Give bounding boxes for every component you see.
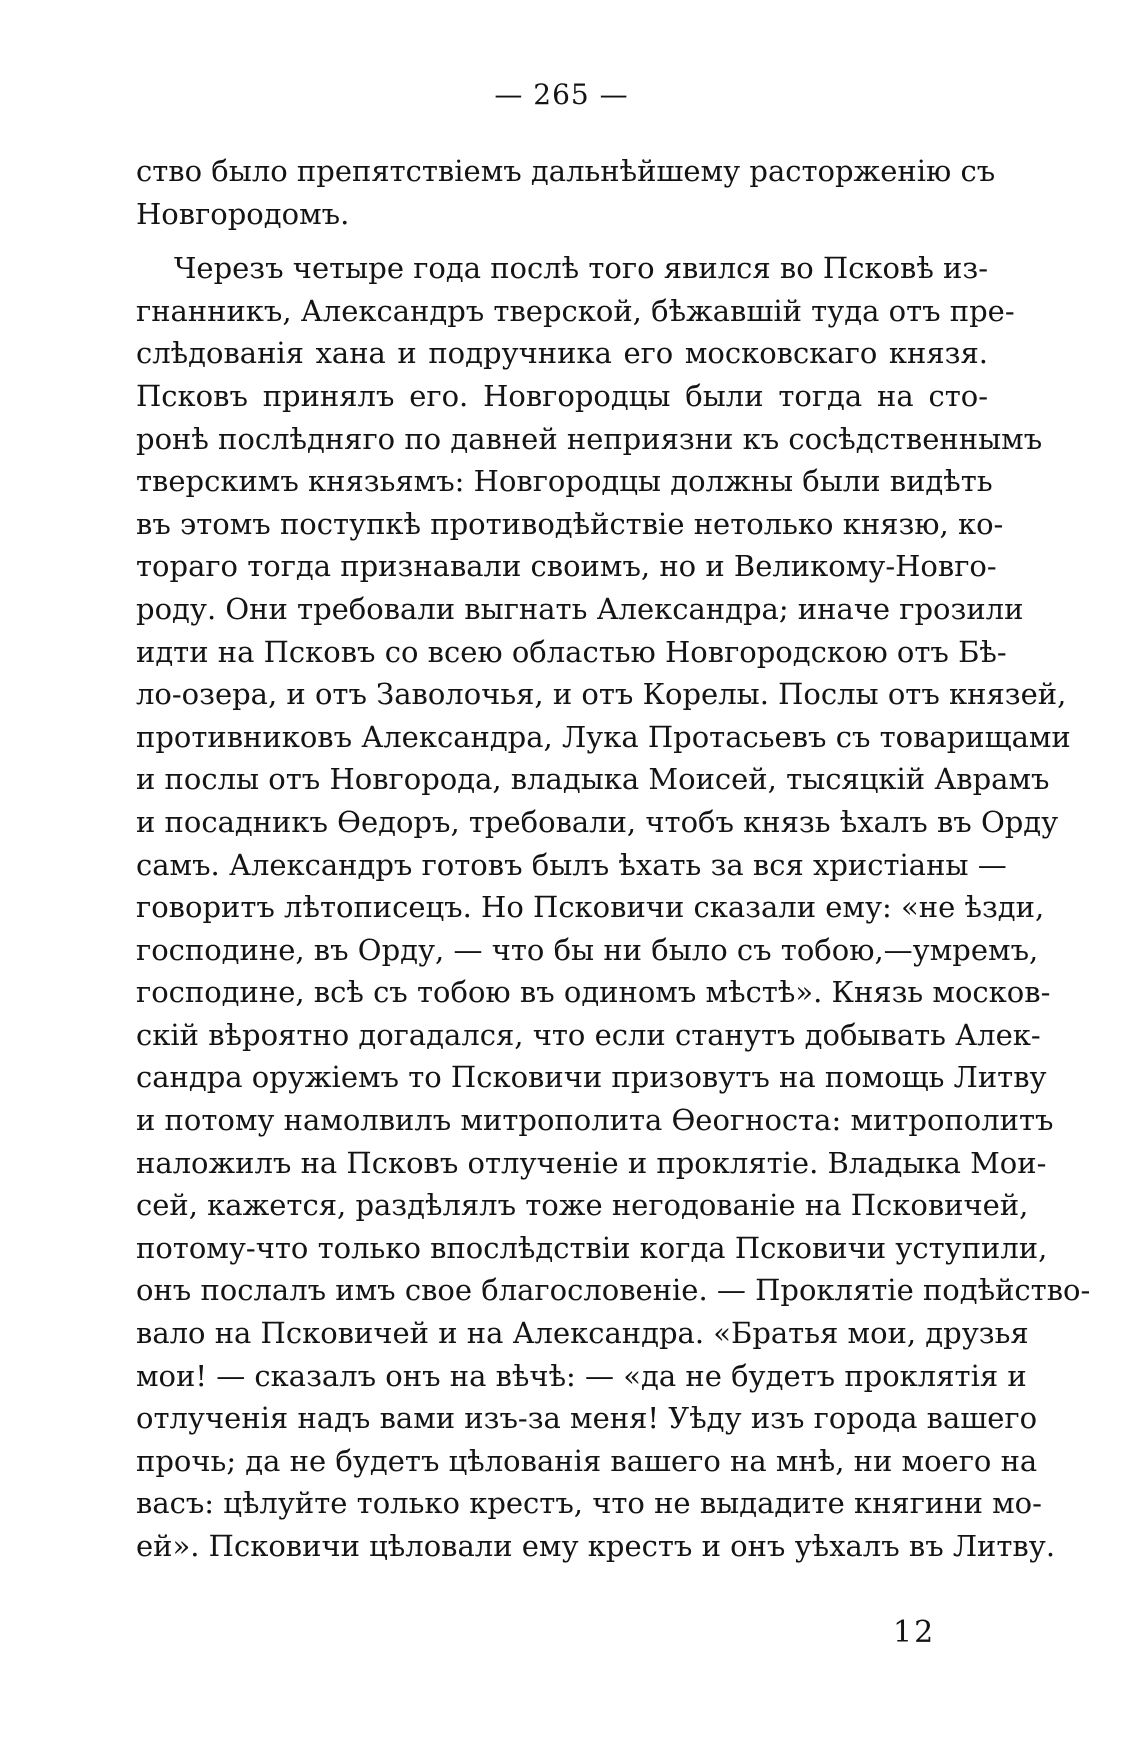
text-line: гнанникъ, Александръ тверской, бѣжавшій туда отъ пре- (136, 293, 1015, 328)
text-line: тверскимъ князьямъ: Новгородцы должны были видѣть (136, 464, 993, 499)
text-line: сей, кажется, раздѣлялъ тоже негодованіе на Псковичей, (136, 1188, 1029, 1223)
text-line: слѣдованія хана и подручника его московскаго князя. (136, 336, 988, 371)
text-line: идти на Псковъ со всею областью Новгородскою отъ Бѣ- (136, 634, 1007, 669)
text-line: Псковъ принялъ его. Новгородцы были тогда на сто- (136, 378, 988, 413)
text-line: вало на Псковичей и на Александра. «Братья мои, друзья (136, 1316, 1029, 1351)
text-line: тораго тогда признавали своимъ, но и Великому-Новго- (136, 549, 997, 584)
text-line: ей». Псковичи цѣловали ему крестъ и онъ уѣхалъ въ Литву. (136, 1529, 1056, 1563)
text-line: васъ: цѣлуйте только крестъ, что не выдадите княгини мо- (136, 1486, 1042, 1521)
text-line: ронѣ послѣдняго по давней неприязни къ сосѣдственнымъ (136, 421, 1043, 456)
text-line: ло-озера, и отъ Заволочья, и отъ Корелы. Послы отъ князей, (136, 677, 1067, 712)
text-line: скій вѣроятно догадался, что если станутъ добывать Алек- (136, 1017, 1041, 1052)
text-line: говоритъ лѣтописецъ. Но Псковичи сказали ему: «не ѣзди, (136, 890, 1045, 925)
text-line: и послы отъ Новгорода, владыка Моисей, тысяцкій Аврамъ (136, 762, 1050, 797)
text-line: прочь; да не будетъ цѣлованія вашего на мнѣ, ни моего на (136, 1443, 1038, 1478)
body-text (136, 150, 1091, 1568)
text-line: и посадникъ Ѳедоръ, требовали, чтобъ князь ѣхалъ въ Орду (136, 804, 1059, 839)
page-number: — 265 — (494, 78, 629, 111)
paragraph-2 (136, 247, 1091, 1567)
text-line: потому-что только впослѣдствіи когда Псковичи уступили, (136, 1230, 1048, 1265)
text-line: противниковъ Александра, Лука Протасьевъ съ товарищами (136, 719, 1071, 754)
text-line: наложилъ на Псковъ отлученіе и проклятіе. Владыка Мои- (136, 1145, 1047, 1180)
text-line: Черезъ четыре года послѣ того явился во Псковѣ из- (174, 251, 988, 286)
text-line: мои! — сказалъ онъ на вѣчѣ: — «да не будетъ проклятія и (136, 1358, 1027, 1393)
signature-mark: 12 (893, 1615, 936, 1650)
text-line: онъ послалъ имъ свое благословеніе. — Проклятіе подѣйство- (136, 1273, 1091, 1308)
text-line: Новгородомъ. (136, 196, 350, 231)
text-line: въ этомъ поступкѣ противодѣйствіе нетолько князю, ко- (136, 506, 1004, 541)
text-line: отлученія надъ вами изъ-за меня! Уѣду изъ города вашего (136, 1401, 1038, 1436)
text-line: самъ. Александръ готовъ былъ ѣхать за вся христіаны — (136, 847, 1007, 882)
text-line: сандра оружіемъ то Псковичи призовутъ на помощь Литву (136, 1060, 1047, 1095)
text-line: господине, въ Орду, — что бы ни было съ тобою,—умремъ, (136, 932, 1039, 967)
text-line: ство было препятствіемъ дальнѣйшему расторженію съ (136, 154, 996, 188)
text-line: и потому намолвилъ митрополита Ѳеогноста: митрополитъ (136, 1103, 1054, 1138)
paragraph-1 (136, 150, 996, 235)
text-line: роду. Они требовали выгнать Александра; иначе грозили (136, 591, 1024, 626)
text-line: господине, всѣ съ тобою въ одиномъ мѣстѣ». Князь москов- (136, 975, 1051, 1010)
